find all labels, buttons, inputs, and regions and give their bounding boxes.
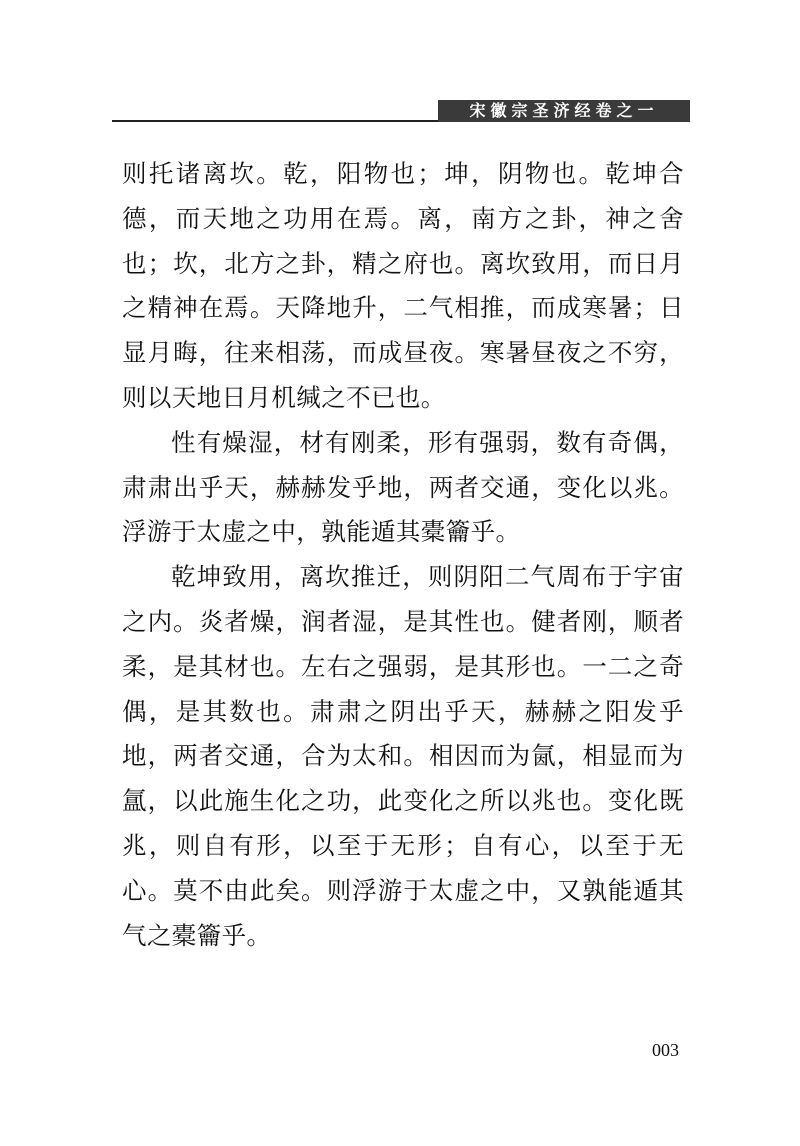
paragraph-3: 乾坤致用，离坎推迁，则阴阳二气周布于宇宙之内。炎者燥，润者湿，是其性也。健者刚，顺者柔，是其材也。左右之强弱，是其形也。一二之奇偶，是其数也。肃肃之阴出乎天，赫赫之阳发乎地，两者交通，合为太和。相因而为氤，相显而为氲，以此施生化之功，此变化之所以兆也。变化既兆，则自有形，以至于无形；自有心，以至于无心。莫不由此矣。则浮游于太虚之中，又孰能遁其气之橐籥乎。 bbox=[122, 562, 684, 950]
paragraph-1: 则托诸离坎。乾，阳物也；坤，阴物也。乾坤合德，而天地之功用在焉。离，南方之卦，神之舍也；坎，北方之卦，精之府也。离坎致用，而日月之精神在焉。天降地升，二气相推，而成寒暑；日显月晦，往来相荡，而成昼夜。寒暑昼夜之不穷，则以天地日月机缄之不已也。 bbox=[122, 159, 684, 412]
page-number: 003 bbox=[652, 1040, 679, 1060]
running-title: 宋徽宗圣济经卷之一 bbox=[438, 100, 690, 122]
body-text bbox=[122, 152, 684, 958]
paragraph-2: 性有燥湿，材有刚柔，形有强弱，数有奇偶，肃肃出乎天，赫赫发乎地，两者交通，变化以兆。浮游于太虚之中，孰能遁其橐籥乎。 bbox=[122, 427, 684, 547]
